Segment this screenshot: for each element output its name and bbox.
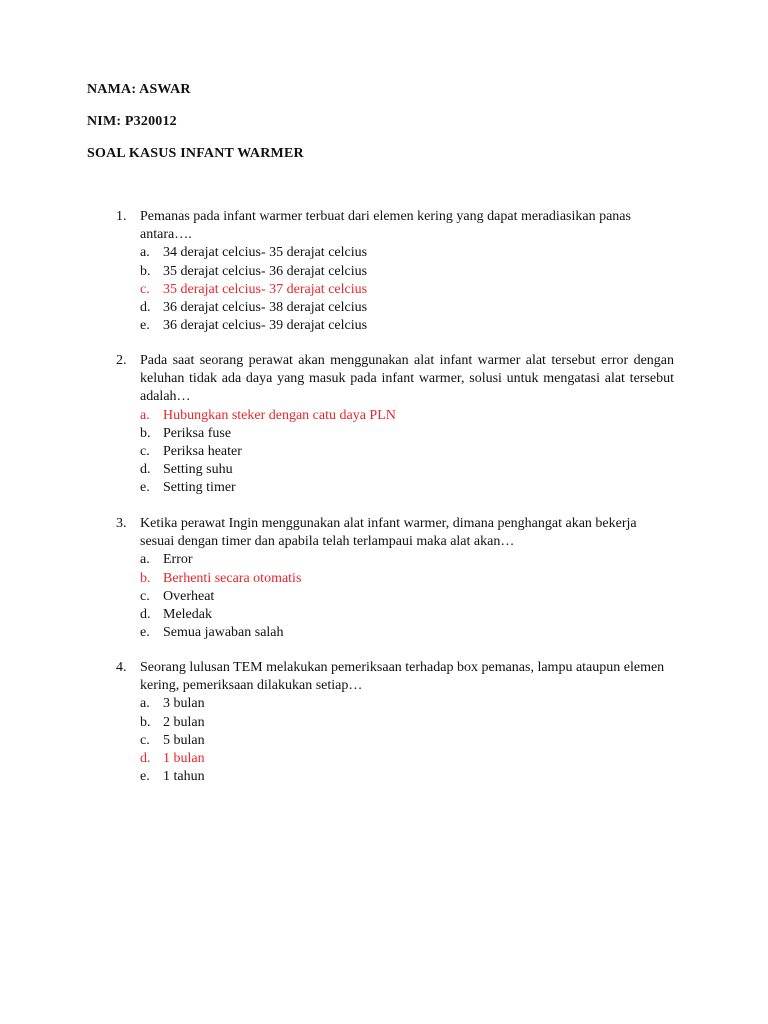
option-text: 34 derajat celcius- 35 derajat celcius [163,245,368,261]
option-text: Semua jawaban salah [163,625,284,641]
option-text: Setting timer [163,480,236,496]
answer-option [140,317,674,335]
answer-option [140,479,674,497]
question-number: 2. [116,353,127,368]
question-number: 3. [116,516,127,531]
answer-option [140,263,674,281]
question-text: Ketika perawat Ingin menggunakan alat infant warmer, dimana penghangat akan bekerja sesuai dengan timer dan apabila telah terlampaui maka alat akan… [140,516,637,550]
option-letter: b. [140,570,151,586]
answer-option [140,606,674,624]
document-title: SOAL KASUS INFANT WARMER [87,146,304,161]
option-letter: b. [140,714,151,730]
answer-option [140,443,674,461]
option-text: 1 tahun [163,769,205,785]
option-letter: d. [140,606,151,622]
answer-option [140,551,674,569]
option-text: 35 derajat celcius- 37 derajat celcius [163,281,368,297]
option-text: 35 derajat celcius- 36 derajat celcius [163,263,368,279]
question-1 [116,208,674,335]
option-text: 36 derajat celcius- 39 derajat celcius [163,318,368,334]
option-letter: b. [140,425,151,441]
answer-option [140,244,674,262]
answer-option [140,714,674,732]
answer-option-correct [140,407,674,425]
student-name: NAMA: ASWAR [87,82,191,97]
answer-options [140,244,674,335]
answer-option [140,299,674,317]
answer-option [140,588,674,606]
option-letter: c. [140,443,150,459]
answer-option-correct [140,750,674,768]
answer-option [140,732,674,750]
option-letter: e. [140,318,150,334]
answer-options [140,407,674,498]
answer-option [140,695,674,713]
option-text: Overheat [163,588,215,604]
option-text: Hubungkan steker dengan catu daya PLN [163,407,396,423]
option-letter: d. [140,750,151,766]
question-number: 4. [116,660,127,675]
option-text: Error [163,552,193,568]
question-number: 1. [116,209,127,224]
option-text: 2 bulan [163,714,205,730]
answer-option [140,624,674,642]
option-letter: b. [140,263,151,279]
answer-option [140,461,674,479]
question-text: Seorang lulusan TEM melakukan pemeriksaan terhadap box pemanas, lampu ataupun elemen kering, pemeriksaan dilakukan setiap… [140,660,665,694]
option-text: Periksa heater [163,443,242,459]
option-letter: d. [140,462,151,478]
option-text: Periksa fuse [163,425,232,441]
option-letter: e. [140,480,150,496]
option-text: 5 bulan [163,732,205,748]
option-text: Berhenti secara otomatis [163,570,302,586]
answer-options [140,551,674,642]
option-letter: a. [140,552,150,568]
question-text: Pemanas pada infant warmer terbuat dari elemen kering yang dapat meradiasikan panas antara…. [140,209,631,243]
question-3 [116,515,674,642]
option-letter: e. [140,625,150,641]
question-4 [116,659,674,786]
option-text: 1 bulan [163,750,205,766]
question-2 [116,352,674,498]
student-nim: NIM: P320012 [87,114,177,129]
answer-option-correct [140,570,674,588]
option-letter: a. [140,407,150,423]
option-letter: c. [140,281,150,297]
option-text: 36 derajat celcius- 38 derajat celcius [163,299,368,315]
answer-option-correct [140,281,674,299]
option-letter: c. [140,732,150,748]
option-letter: e. [140,769,150,785]
option-letter: a. [140,696,150,712]
option-letter: d. [140,299,151,315]
question-text: Pada saat seorang perawat akan menggunakan alat infant warmer alat tersebut error dengan keluhan tidak ada daya yang masuk pada infant warmer, solusi untuk mengatasi alat tersebut adalah… [140,353,674,405]
option-letter: c. [140,588,150,604]
option-text: Setting suhu [163,462,233,478]
answer-option [140,768,674,786]
answer-options [140,695,674,786]
answer-option [140,425,674,443]
option-text: 3 bulan [163,696,205,712]
option-letter: a. [140,245,150,261]
option-text: Meledak [163,606,212,622]
